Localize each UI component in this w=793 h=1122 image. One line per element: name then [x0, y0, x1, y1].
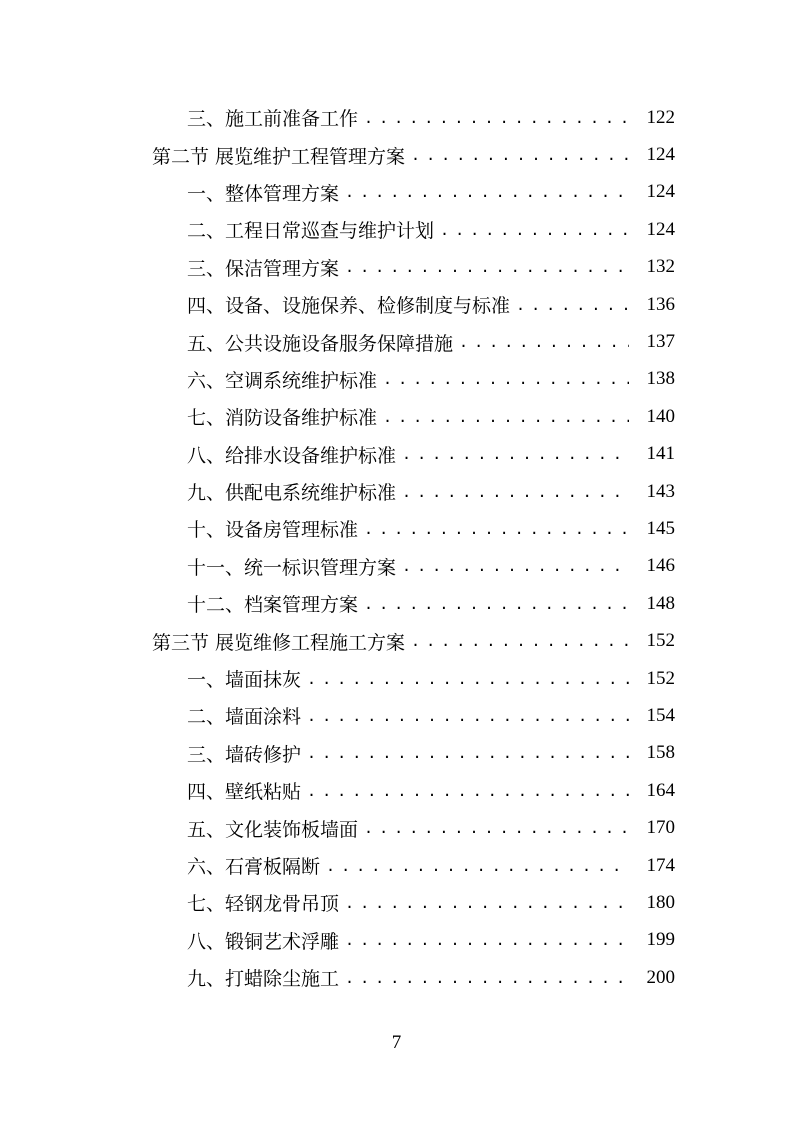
toc-entry-title: 第三节 展览维修工程施工方案 [152, 631, 406, 654]
toc-entry-page-number: 148 [646, 592, 675, 614]
toc-item-entry[interactable] [0, 735, 793, 772]
toc-entry-page-number: 174 [646, 854, 675, 876]
toc-entry-page-number: 138 [646, 368, 675, 390]
toc-entry-page-number: 143 [646, 480, 675, 502]
dot-leader [307, 668, 629, 690]
toc-entry-title: 一、墙面抹灰 [187, 669, 302, 692]
toc-entry-page-number: 124 [646, 144, 675, 166]
dot-leader [307, 742, 629, 764]
toc-item-entry[interactable] [0, 436, 793, 473]
toc-entry-page-number: 152 [646, 667, 675, 689]
toc-entry-page-number: 199 [646, 929, 675, 951]
toc-entry-title: 三、保洁管理方案 [187, 257, 340, 280]
dot-leader [411, 144, 629, 166]
toc-item-entry[interactable] [0, 660, 793, 697]
toc-entry-title: 七、消防设备维护标准 [187, 407, 378, 430]
toc-item-entry[interactable] [0, 211, 793, 248]
toc-entry-title: 八、锻铜艺术浮雕 [187, 930, 340, 953]
toc-entry-title: 五、文化装饰板墙面 [187, 818, 359, 841]
toc-entry-title: 十、设备房管理标准 [187, 519, 359, 542]
toc-entry-title: 十二、档案管理方案 [187, 594, 359, 617]
toc-entry-page-number: 122 [646, 106, 675, 128]
dot-leader [383, 406, 629, 428]
toc-entry-title: 九、供配电系统维护标准 [187, 482, 397, 505]
toc-item-entry[interactable] [0, 398, 793, 435]
toc-entry-title: 二、工程日常巡查与维护计划 [187, 220, 435, 243]
toc-entry-title: 四、设备、设施保养、检修制度与标准 [187, 295, 511, 318]
toc-entry-title: 三、施工前准备工作 [187, 108, 359, 131]
dot-leader [440, 219, 629, 241]
dot-leader [345, 892, 629, 914]
toc-entry-page-number: 146 [646, 555, 675, 577]
dot-leader [326, 855, 629, 877]
toc-item-entry[interactable] [0, 323, 793, 360]
toc-entry-title: 一、整体管理方案 [187, 182, 340, 205]
toc-entry-title: 二、墙面涂料 [187, 706, 302, 729]
dot-leader [345, 256, 629, 278]
toc-entry-page-number: 158 [646, 742, 675, 764]
toc-item-entry[interactable] [0, 473, 793, 510]
toc-item-entry[interactable] [0, 922, 793, 959]
dot-leader [345, 929, 629, 951]
toc-item-entry[interactable] [0, 361, 793, 398]
toc-entry-title: 三、墙砖修护 [187, 743, 302, 766]
dot-leader [383, 368, 629, 390]
toc-entry-page-number: 170 [646, 817, 675, 839]
dot-leader [345, 967, 629, 989]
toc-item-entry[interactable] [0, 174, 793, 211]
toc-item-entry[interactable] [0, 809, 793, 846]
toc-entry-page-number: 154 [646, 704, 675, 726]
dot-leader [402, 555, 629, 577]
dot-leader [364, 593, 629, 615]
toc-entry-title: 九、打蜡除尘施工 [187, 968, 340, 991]
toc-entry-page-number: 180 [646, 891, 675, 913]
toc-entry-title: 八、给排水设备维护标准 [187, 444, 397, 467]
dot-leader [364, 817, 629, 839]
toc-entry-page-number: 145 [646, 517, 675, 539]
dot-leader [364, 518, 629, 540]
dot-leader [364, 107, 629, 129]
toc-item-entry[interactable] [0, 772, 793, 809]
toc-entry-title: 四、壁纸粘贴 [187, 781, 302, 804]
dot-leader [459, 331, 629, 353]
toc-item-entry[interactable] [0, 510, 793, 547]
footer-page-number: 7 [391, 1032, 402, 1053]
toc-entry-title: 六、石膏板隔断 [187, 856, 321, 878]
toc-item-entry[interactable] [0, 884, 793, 921]
toc-entry-page-number: 132 [646, 256, 675, 278]
toc-item-entry[interactable] [0, 585, 793, 622]
toc-item-entry[interactable] [0, 548, 793, 585]
toc-entry-page-number: 152 [646, 630, 675, 652]
dot-leader [516, 294, 629, 316]
dot-leader [402, 443, 629, 465]
toc-entry-title: 十一、统一标识管理方案 [187, 556, 397, 579]
dot-leader [345, 181, 629, 203]
dot-leader [402, 481, 629, 503]
toc-entry-title: 七、轻钢龙骨吊顶 [187, 893, 340, 916]
dot-leader [411, 630, 629, 652]
toc-entry-page-number: 141 [646, 443, 675, 465]
toc-item-entry[interactable] [0, 286, 793, 323]
toc-item-entry[interactable] [0, 99, 793, 136]
dot-leader [307, 705, 629, 727]
toc-item-entry[interactable] [0, 959, 793, 996]
toc-entry-page-number: 124 [646, 181, 675, 203]
toc-entry-page-number: 124 [646, 218, 675, 240]
toc-item-entry[interactable] [0, 697, 793, 734]
toc-section-entry[interactable] [0, 622, 793, 659]
toc-entry-page-number: 136 [646, 293, 675, 315]
toc-item-entry[interactable] [0, 847, 793, 884]
toc-entry-page-number: 137 [646, 331, 675, 353]
table-of-contents [0, 99, 793, 996]
toc-entry-title: 六、空调系统维护标准 [187, 369, 378, 392]
toc-item-entry[interactable] [0, 249, 793, 286]
toc-section-entry[interactable] [0, 136, 793, 173]
toc-entry-page-number: 164 [646, 779, 675, 801]
toc-entry-title: 五、公共设施设备服务保障措施 [187, 332, 454, 355]
toc-entry-page-number: 140 [646, 405, 675, 427]
toc-entry-title: 第二节 展览维护工程管理方案 [152, 145, 406, 168]
dot-leader [307, 780, 629, 802]
toc-entry-page-number: 200 [646, 966, 675, 988]
